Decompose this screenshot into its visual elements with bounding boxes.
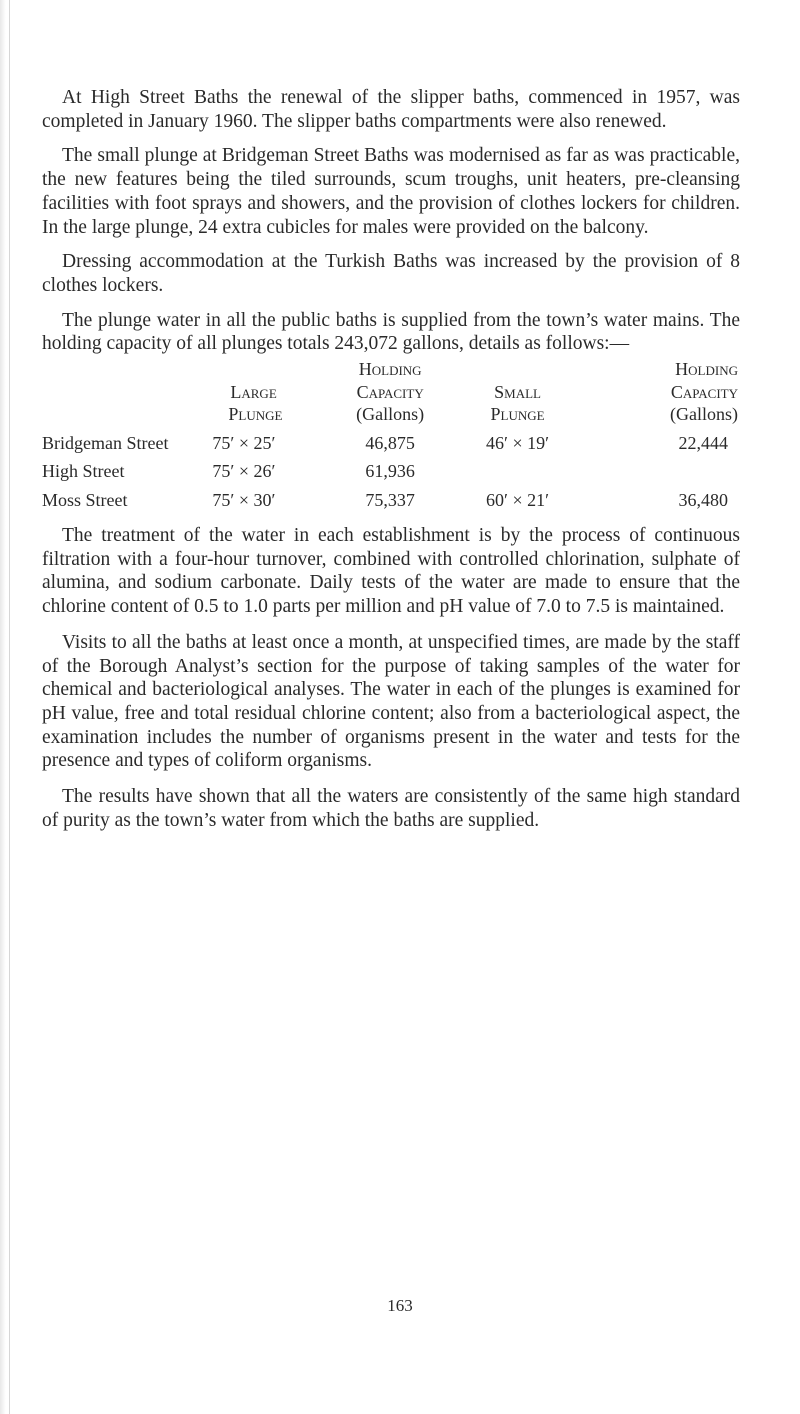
header-holding-capacity-small-l3: (Gallons) [670,404,738,425]
header-holding-capacity-large-l1: Holding [358,359,422,380]
paragraph-bridgeman-modernisation: The small plunge at Bridgeman Street Baths was modernised as far as was practicable, the new features being the tiled surrounds, scum troughs, unit heaters, pre-cleansing facilities with foot sprays and showers, and the provision of clothes lockers for children. In the large plunge, 24 extra cubicles for males were provided on the balcony. [42,145,740,238]
row-large-plunge: 75′ × 30′ [212,489,276,510]
row-small-plunge [457,454,577,483]
document-page [42,86,740,832]
row-large-plunge: 75′ × 26′ [212,461,276,482]
row-large-plunge: 75′ × 25′ [212,432,276,453]
header-holding-capacity-large-l2: Capacity [356,381,424,402]
paragraph-turkish-baths: Dressing accommodation at the Turkish Baths was increased by the provision of 8 clothes lockers. [42,251,740,296]
row-name: Bridgeman Street [42,432,169,453]
row-large-capacity: 61,936 [365,461,415,482]
paragraph-results: The results have shown that all the waters are consistently of the same high standard of purity as the town’s water from which the baths are supplied. [42,786,740,831]
plunge-capacity-table [42,358,740,511]
page-number: 163 [387,1296,413,1315]
header-small-plunge-l2: Plunge [490,404,545,425]
header-large-plunge-l1: Large [230,381,277,402]
header-large-plunge-l2: Plunge [228,404,283,425]
header-holding-capacity-small-l1: Holding [675,359,738,380]
header-holding-capacity-large-l3: (Gallons) [356,404,425,425]
row-small-plunge: 46′ × 19′ [486,432,550,453]
header-holding-capacity-small-l2: Capacity [670,381,738,402]
table-row [42,454,740,483]
paragraph-plunge-water-supply: The plunge water in all the public baths is supplied from the town’s water mains. The holding capacity of all plunges totals 243,072 gallons, details as follows:— [42,309,740,355]
header-small-plunge-l1: Small [494,381,541,402]
row-large-capacity: 46,875 [365,432,415,453]
paragraph-high-street-renewal: At High Street Baths the renewal of the slipper baths, commenced in 1957, was completed in January 1960. The slipper baths compartments were also renewed. [42,87,740,132]
row-small-capacity: 36,480 [678,489,728,510]
table-row [42,483,740,512]
row-small-plunge: 60′ × 21′ [486,489,550,510]
paragraph-analyst-visits: Visits to all the baths at least once a month, at unspecified times, are made by the staff of the Borough Analyst’s section for the purpose of taking samples of the water for chemical and bacteriological analyses. The water in each of the plunges is examined for pH value, free and total residual chlorine content; also from a bacteriological aspect, the examination includes the number of organisms present in the water and tests for the presence and types of coliform organisms. [42,631,740,772]
row-name: Moss Street [42,489,128,510]
scan-edge-shadow [0,0,6,1414]
row-name: High Street [42,461,125,482]
row-small-capacity: 22,444 [678,432,728,453]
table-header-row-3 [42,403,740,426]
table-row [42,426,740,455]
row-small-capacity [578,454,740,483]
table-header-row-2 [42,381,740,404]
paragraph-water-treatment: The treatment of the water in each establishment is by the process of continuous filtration with a four-hour turnover, combined with controlled chlorination, sulphate of alumina, and sodium carbonate. Daily tests of the water are made to ensure that the chlorine content of 0.5 to 1.0 parts per million and pH value of 7.0 to 7.5 is maintained. [42,525,740,618]
row-large-capacity: 75,337 [365,489,415,510]
scan-margin-line [9,0,10,1414]
table-header-row-1 [42,358,740,381]
